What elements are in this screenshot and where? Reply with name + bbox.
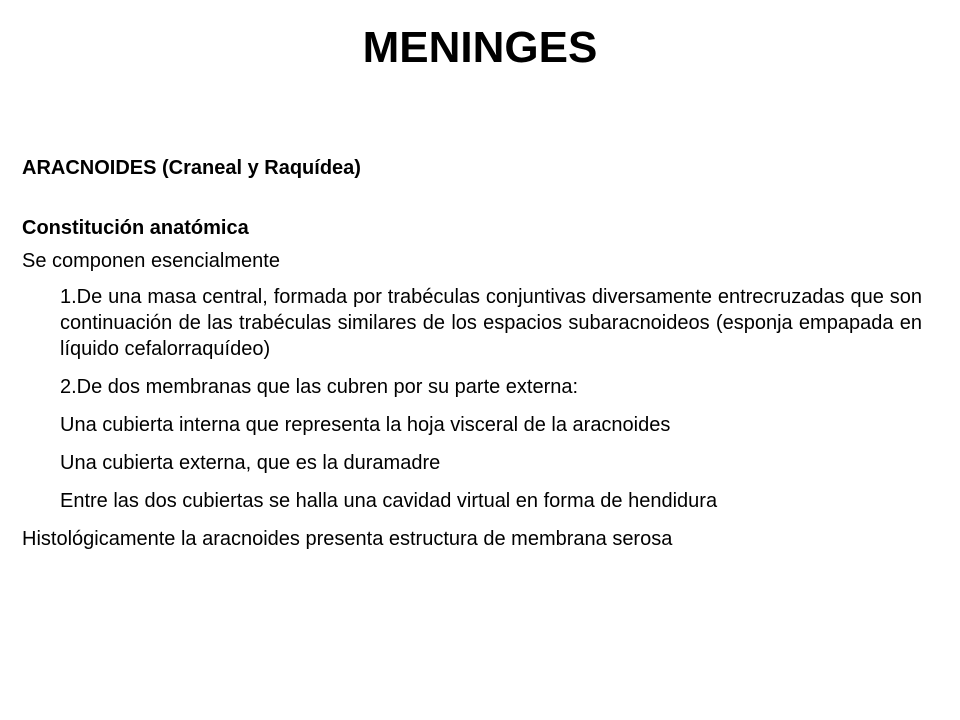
list-item: 1.De una masa central, formada por trabéculas conjuntivas diversamente entrecruzadas que son continuación de las trabéculas similares de los espacios subaracnoideos (esponja empapada en líquido cefalorraquídeo): [60, 286, 922, 360]
list-item: Una cubierta externa, que es la duramadre: [60, 452, 441, 474]
slide-body: [22, 155, 922, 552]
list-item: Una cubierta interna que representa la hoja visceral de la aracnoides: [60, 414, 671, 436]
section-heading: ARACNOIDES (Craneal y Raquídea): [22, 157, 361, 179]
slide-title: MENINGES: [362, 23, 598, 72]
list-item: 2.De dos membranas que las cubren por su parte externa:: [60, 376, 579, 398]
intro-text: Se componen esencialmente: [22, 250, 280, 272]
closing-text: Histológicamente la aracnoides presenta estructura de membrana serosa: [22, 528, 673, 550]
subheading: Constitución anatómica: [22, 217, 249, 239]
list-item: Entre las dos cubiertas se halla una cavidad virtual en forma de hendidura: [60, 490, 718, 512]
